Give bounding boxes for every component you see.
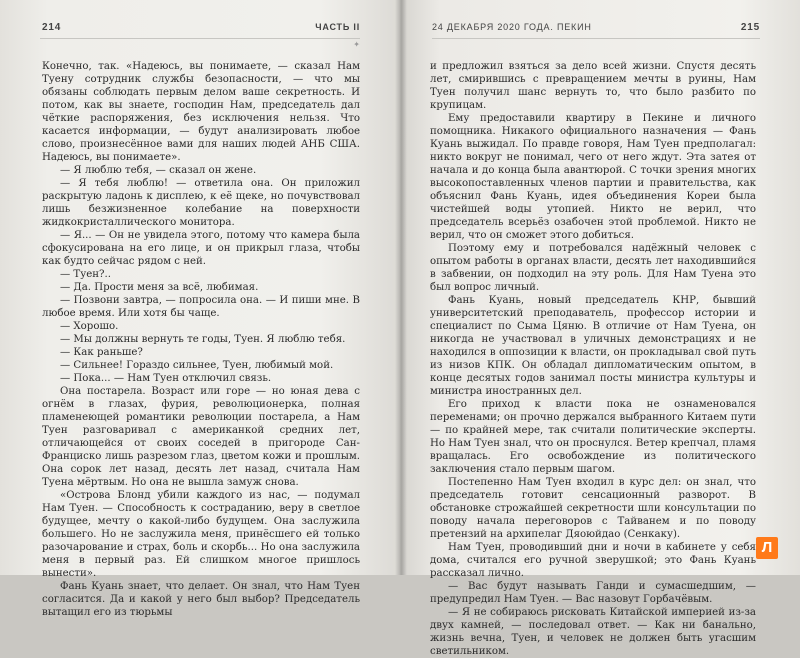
- page-number-right: 215: [740, 22, 760, 33]
- paragraph: — Я люблю тебя, — сказал он жене.: [60, 165, 257, 176]
- running-header-left: ЧАСТЬ II: [315, 22, 360, 32]
- paragraph: — Вас будут называть Ганди и сумасшедшим, — предупредил Нам Туен. — Вас назовут Горбачёвым.: [430, 581, 756, 605]
- paragraph: Фань Куань знает, что делает. Он знал, что Нам Туен согласится. Да и какой у него был выбор? Председатель вытащил его из тюрьмы: [42, 581, 360, 618]
- paragraph: — Пока... — Нам Туен отключил связь.: [60, 373, 272, 384]
- paragraph: и предложил взяться за дело всей жизни. Спустя десять лет, смирившись с превращением мечты в руины, Нам Туен получил шанс вернуть то, что было разбито по крупицам.: [430, 61, 756, 111]
- header-rule-right: [432, 38, 760, 39]
- body-text-right: [430, 60, 756, 658]
- paragraph: Нам Туен, проводивший дни и ночи в кабинете у себя дома, считался его ручной зверушкой; это Фань Куань рассказал лично.: [430, 542, 756, 579]
- body-text-left: [42, 60, 360, 619]
- publisher-logo-icon: Л: [756, 537, 778, 559]
- ornament-icon: ✦: [353, 40, 360, 49]
- paragraph: — Мы должны вернуть те годы, Туен. Я люблю тебя.: [60, 334, 346, 345]
- paragraph: Конечно, так. «Надеюсь, вы понимаете, — сказал Нам Туену сотрудник службы безопасности, — что мы обязаны соблюдать первым делом ваше секретность. И потом, как вы знаете, господин Нам, председатель дал чёткие распоряжения, без исключения нельзя. Что касается информации, — будут анализировать любое слово, произнесённое вами для наших людей АНБ США. Надеюсь, вы понимаете».: [42, 61, 360, 163]
- paragraph: — Да. Прости меня за всё, любимая.: [60, 282, 259, 293]
- left-page: [0, 0, 400, 618]
- paragraph: Поэтому ему и потребовался надёжный человек с опытом работы в органах власти, десять лет находившийся в забвении, он подходил на эту роль. Для Нам Туена это был вопрос личный.: [430, 243, 756, 293]
- paragraph: — Я... — Он не увидела этого, потому что камера была сфокусирована на его лице, и он прикрыл глаза, чтобы как будто сейчас рядом с ней.: [42, 230, 360, 267]
- paragraph: Она постарела. Возраст или горе — но юная дева с огнём в глазах, фурия, революционерка, полная пламенеющей романтики революции постарела, а Нам Туен разговаривал с американкой средних лет, отличающейся от своих соседей в пригороде Сан-Франциско лишь разрезом глаз, цветом кожи и прошлым. Она сорок лет назад, десять лет назад, считала Нам Туена мёртвым. Но она не вышла замуж снова.: [42, 386, 360, 488]
- paragraph: — Я тебя люблю! — ответила она. Он приложил раскрытую ладонь к дисплею, к её щеке, но почувствовал лишь безжизненное колебание на поверхности жидкокристаллического монитора.: [42, 178, 360, 228]
- paragraph: — Я не собираюсь рисковать Китайской империей из-за двух камней, — последовал ответ. — Как ни банально, жизнь вечна, Туен, и человек не должен быть угасшим светильником.: [430, 607, 756, 657]
- paragraph: Его приход к власти пока не ознаменовался переменами; он прочно держался выбранного Китаем пути — по крайней мере, так считали политические эксперты. Но Нам Туен знал, что он проснулся. Ветер крепчал, пламя вращалась. Его освобождение из политического заключения стало первым шагом.: [430, 399, 756, 475]
- page-number-left: 214: [42, 22, 62, 33]
- paragraph: Фань Куань, новый председатель КНР, бывший университетский преподаватель, профессор истории и специалист по Сыма Цяню. В отличие от Нам Туена, он никогда не участвовал в уличных демонстрациях и не находился в оппозиции к власти, он прокладывал свой путь из низов КПК. Он обладал дипломатическим опытом, в конце десятых годов занимал посты министра культуры и министра иностранных дел.: [430, 295, 756, 397]
- right-page: [400, 0, 800, 657]
- paragraph: — Как раньше?: [60, 347, 143, 358]
- paragraph: — Хорошо.: [60, 321, 119, 332]
- paragraph: — Сильнее! Гораздо сильнее, Туен, любимый мой.: [60, 360, 334, 371]
- running-header-right: 24 ДЕКАБРЯ 2020 ГОДА. ПЕКИН: [432, 22, 592, 32]
- header-rule-left: [40, 38, 360, 39]
- paragraph: Постепенно Нам Туен входил в курс дел: он знал, что председатель готовит сенсационный разворот. В обстановке строжайшей секретности шли консультации по поводу начала переговоров с Тайванем и по поводу претензий на архипелаг Дяоюйдао (Сенкаку).: [430, 477, 756, 540]
- paragraph: Ему предоставили квартиру в Пекине и личного помощника. Никакого официального назначения — Фань Куань выжидал. По правде говоря, Нам Туен предполагал: никто вокруг не понимал, чего от него ждут. Эта затея от начала и до конца была авантюрой. С точки зрения многих высокопоставленных членов партии и правительства, как объяснил Фань Куань, идея объединения Кореи была чистейшей воды утопией. Никто не верил, что председатель всерьёз озабочен этой проблемой. Никто не верил, что он сможет этого добиться.: [430, 113, 756, 241]
- paragraph: — Туен?..: [60, 269, 111, 280]
- paragraph: «Острова Блонд убили каждого из нас, — подумал Нам Туен. — Способность к состраданию, веру в светлое будущее, мечту о какой-либо будущем. Она заслужила большего. Но не заслужила меня, принёсшего ей только разочарование и страх, боль и скорбь... Но она заслужила меня в первый раз. Ей слишком многое пришлось вынести».: [42, 490, 360, 579]
- paragraph: — Позвони завтра, — попросила она. — И пиши мне. В любое время. Или хотя бы чаще.: [42, 295, 360, 319]
